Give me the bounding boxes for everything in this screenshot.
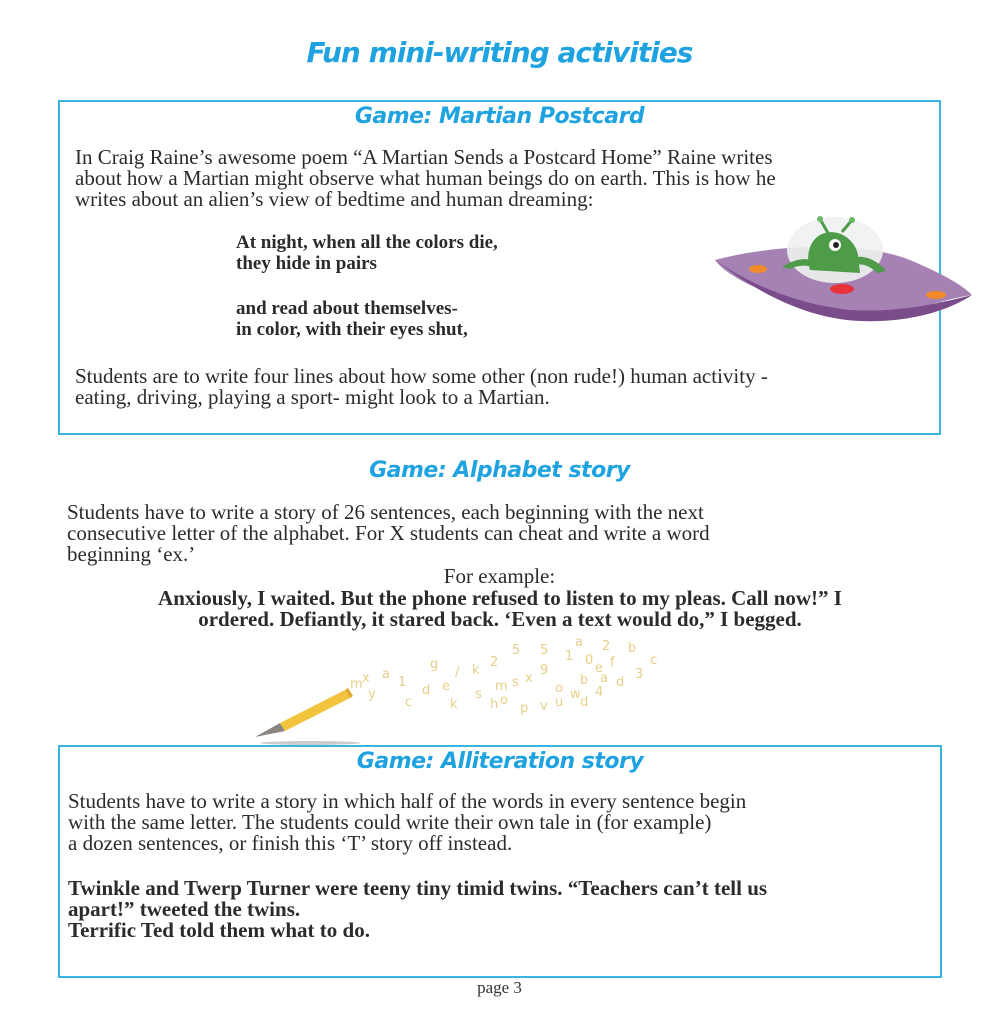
ufo-alien-icon <box>710 215 975 330</box>
letter: 0 <box>585 653 594 668</box>
example-line: Terrific Ted told them what to do. <box>68 918 370 942</box>
letter: k <box>472 663 480 678</box>
letter: / <box>455 665 460 680</box>
pencil-letters-icon <box>250 635 670 745</box>
intro-line: writes about an alien’s view of bedtime and human dreaming: <box>75 187 594 211</box>
martian-task <box>75 366 768 408</box>
letter: 1 <box>565 649 574 664</box>
example-line: Twinkle and Twerp Turner were teeny tiny timid twins. “Teachers can’t tell us <box>68 876 768 900</box>
poem-stanza-2 <box>236 298 468 340</box>
letter: u <box>555 695 564 710</box>
letter: k <box>450 697 458 712</box>
letter: m <box>350 677 363 692</box>
letter: h <box>490 697 499 712</box>
letter: 2 <box>602 639 611 654</box>
example-line: apart!” tweeted the twins. <box>68 897 301 921</box>
letter: 9 <box>540 663 549 678</box>
letter: o <box>500 693 508 708</box>
martian-postcard-title: Game: Martian Postcard <box>354 104 645 129</box>
letter: 5 <box>540 643 549 658</box>
intro-line: Students have to write a story of 26 sentences, each beginning with the next <box>67 500 704 524</box>
example-line: ordered. Defiantly, it stared back. ‘Even a text would do,” I begged. <box>198 607 802 631</box>
poem-line: At night, when all the colors die, <box>236 232 498 253</box>
alphabet-example <box>60 588 940 630</box>
alliteration-story-box <box>58 745 942 978</box>
letter: a <box>600 671 608 686</box>
letter: c <box>650 653 658 668</box>
letter: d <box>580 695 589 710</box>
letter: p <box>520 701 529 716</box>
intro-line: about how a Martian might observe what human beings do on earth. This is how he <box>75 166 776 190</box>
example-label: For example: <box>443 564 556 588</box>
letter: m <box>495 679 508 694</box>
task-line: Students are to write four lines about how some other (non rude!) human activity - <box>75 364 768 388</box>
letter: b <box>580 673 589 688</box>
poem-stanza-1 <box>236 232 498 274</box>
letter: d <box>422 683 431 698</box>
task-line: eating, driving, playing a sport- might look to a Martian. <box>75 385 550 409</box>
letter: g <box>430 657 439 672</box>
letter: e <box>442 679 450 694</box>
letter: s <box>475 687 482 702</box>
letter: a <box>575 635 583 650</box>
letter: f <box>610 655 615 670</box>
letter: c <box>405 695 413 710</box>
letter: y <box>368 687 376 702</box>
alphabet-intro <box>67 502 710 565</box>
intro-line: with the same letter. The students could write their own tale in (for example) <box>68 810 712 834</box>
letter: o <box>555 681 563 696</box>
alliteration-intro <box>68 791 746 854</box>
intro-line: In Craig Raine’s awesome poem “A Martian Sends a Postcard Home” Raine writes <box>75 145 773 169</box>
letter: v <box>540 699 548 714</box>
page-title: Fun mini-writing activities <box>306 36 693 69</box>
intro-line: consecutive letter of the alphabet. For X students can cheat and write a word <box>67 521 710 545</box>
poem-line: in color, with their eyes shut, <box>236 319 468 340</box>
poem-line: they hide in pairs <box>236 253 377 274</box>
alliteration-story-title: Game: Alliteration story <box>356 749 644 774</box>
martian-intro <box>75 147 776 210</box>
letter: w <box>570 687 581 702</box>
letter: a <box>382 667 390 682</box>
letter: x <box>525 671 533 686</box>
letter: e <box>595 661 603 676</box>
example-line: Anxiously, I waited. But the phone refused to listen to my pleas. Call now!” I <box>158 586 842 610</box>
letter: x <box>362 671 370 686</box>
poem-line: and read about themselves- <box>236 298 458 319</box>
intro-line: a dozen sentences, or finish this ‘T’ story off instead. <box>68 831 513 855</box>
alphabet-story-title: Game: Alphabet story <box>369 458 630 483</box>
letter: d <box>616 675 625 690</box>
intro-line: Students have to write a story in which half of the words in every sentence begin <box>68 789 747 813</box>
page-number: page 3 <box>477 978 522 997</box>
letter: 3 <box>635 667 644 682</box>
intro-line: beginning ‘ex.’ <box>67 542 196 566</box>
letter: 4 <box>595 685 604 700</box>
alliteration-example <box>68 878 767 941</box>
letter: 1 <box>398 675 407 690</box>
letter: s <box>512 675 519 690</box>
letter: b <box>628 641 637 656</box>
letter: 2 <box>490 655 499 670</box>
letter: 5 <box>512 643 521 658</box>
